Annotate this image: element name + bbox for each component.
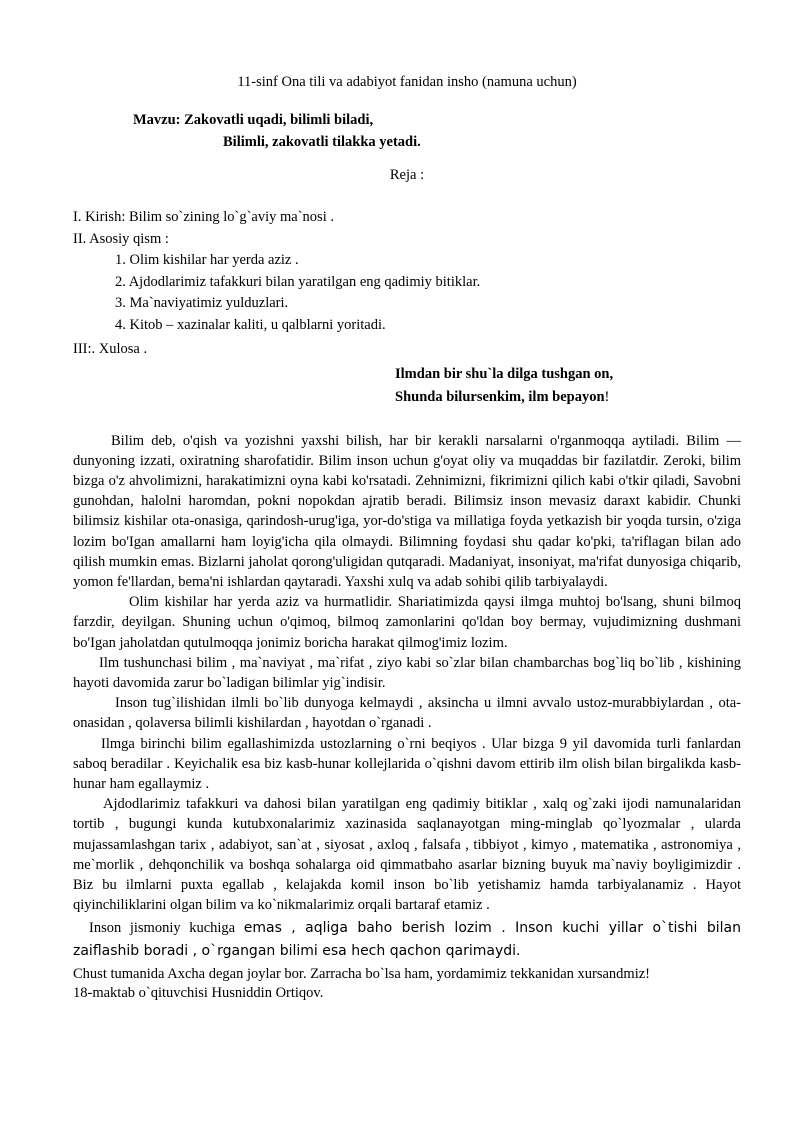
essay-body — [73, 431, 741, 1004]
signature-line-2: 18-maktab o`qituvchisi Husniddin Ortiqov. — [73, 985, 324, 1002]
signature-line-1: Chust tumanida Axcha degan joylar bor. Zarracha bo`lsa ham, yordamimiz tekkanidan xursandmiz! — [73, 966, 651, 983]
plan-introduction: I. Kirish: Bilim so`zining lo`g`aviy ma`nosi . — [73, 209, 334, 225]
epigraph — [73, 363, 741, 409]
essay-paragraph: Olim kishilar har yerda aziz va hurmatlidir. Shariatimizda qaysi ilmga muhtoj bo'lsang, shuni bilmoq farzdir, deyilgan. Shuning uchun o'qimoq, bilmoq zamonlarini qo'ldan boy bermay, vujudimizning dushmani bo'Igan jaholatdan qutulmoqqa jonimiz boricha harakat qilmog'imiz lozim. — [73, 594, 741, 651]
plan-heading: Reja : — [389, 167, 425, 183]
essay-paragraph: Inson tug`ilishidan ilmli bo`lib dunyoga kelmaydi , aksincha u ilmni avvalo ustoz-murabbiylardan , ota-onasidan , qolaversa bilimli kishilardan , hayotdan o`rganadi . — [73, 695, 741, 732]
plan-conclusion: III:. Xulosa . — [73, 341, 148, 357]
essay-topic — [73, 109, 741, 153]
plan-item: 4. Kitob – xazinalar kaliti, u qalblarni yoritadi. — [115, 316, 386, 333]
essay-final-paragraph: Inson jismoniy kuchiga emas , aqliga baho berish lozim . Inson kuchi yillar o`tishi bilan zaiflashib boradi , o`rgangan bilimi esa hech qachon qarimaydi. — [73, 920, 741, 960]
essay-paragraph: Ajdodlarimiz tafakkuri va dahosi bilan yaratilgan eng qadimiy bitiklar , xalq og`zaki ijodi namunalaridan tortib , bugungi kunda kutubxonalarimiz xazinasida saqlanayotgan ming-minglab qo`lyozmalar , ularda mujassamlashgan tarix , adabiyot, san`at , siyosat , axloq , falsafa , tibbiyot , kimyo , matematika , astronomiya , me`morlik , dehqonchilik va boshqa sohalarga oid qimmatbaho asarlar bizning buyuk ma`naviy boyligimizdir . Biz bu ilmlarni puxta egallab , kelajakda komil inson bo`lib yetishamiz hamda tarbiyalanamiz . Hayot qiyinchiliklarini olgan bilim va ko`nikmalarimiz orqali bartaraf etamiz . — [73, 796, 741, 914]
topic-line-1: Mavzu: Zakovatli uqadi, bilimli biladi, — [133, 112, 374, 128]
essay-plan — [73, 207, 741, 361]
topic-line-2: Bilimli, zakovatli tilakka yetadi. — [223, 134, 421, 150]
essay-paragraph: Ilm tushunchasi bilim , ma`naviyat , ma`rifat , ziyo kabi so`zlar bilan chambarchas bog`liq bo`lib , kishining hayoti davomida zarur bo`ladigan bilimlar yig`indisir. — [73, 654, 741, 691]
document-page — [73, 74, 741, 1003]
document-header: 11-sinf Ona tili va adabiyot fanidan insho (namuna uchun) — [237, 74, 577, 90]
epigraph-line-2: Shunda bilursenkim, ilm bepayon! — [395, 388, 610, 405]
epigraph-line-1: Ilmdan bir shu`la dilga tushgan on, — [395, 365, 614, 382]
essay-paragraph: Bilim deb, o'qish va yozishni yaxshi bilish, har bir kerakli narsalarni o'rganmoqqa aytiladi. Bilim — dunyoning izzati, oxiratning sharofatidir. Bilim inson uchun g'oyat oliy va muqaddas bir fazilatdir. Zeroki, bilim bizga o'z ahvolimizni, harakatimizni oyna kabi ko'rsatadi. Zehnimizni, fikrimizni qilich kabi o'tkir qiladi, Savobni gunohdan, halolni haromdan, pokni nopokdan ajratib beradi. Bilimsiz inson mevasiz daraxt kabidir. Chunki bilimsiz kishilar ota-onasiga, qarindosh-urug'iga, yor-do'stiga va millatiga foyda yetkazish bir yoqda tursin, o'ziga lozim bo'Igan amallarni ham loyig'icha qila olmaydi. Bilimning foydasi shu qadar ko'pki, ta'riflagan bilan ado qilish mumkin emas. Bizlarni jaholat qorong'uligidan qutqaradi. Madaniyat, insoniyat, ma'rifat dunyosiga chiqarib, yomon fe'llardan, bema'ni ishlardan qaytaradi. Yaxshi xulq va adab sohibi qilib tarbiyalaydi. — [73, 432, 741, 590]
plan-item: 2. Ajdodlarimiz tafakkuri bilan yaratilgan eng qadimiy bitiklar. — [115, 273, 481, 290]
plan-item: 1. Olim kishilar har yerda aziz . — [115, 252, 299, 268]
plan-item: 3. Ma`naviyatimiz yulduzlari. — [115, 295, 289, 311]
essay-paragraph: Ilmga birinchi bilim egallashimizda ustozlarning o`rni beqiyos . Ular bizga 9 yil davomida turli fanlardan saboq beradilar . Keyichalik esa biz kasb-hunar kollejlarida o`qishni davom ettirib ilm olish bilan birgalikda kasb- hunar ham egallaymiz . — [73, 735, 741, 792]
plan-main-part: II. Asosiy qism : — [73, 230, 169, 247]
author-signature — [73, 965, 741, 1003]
